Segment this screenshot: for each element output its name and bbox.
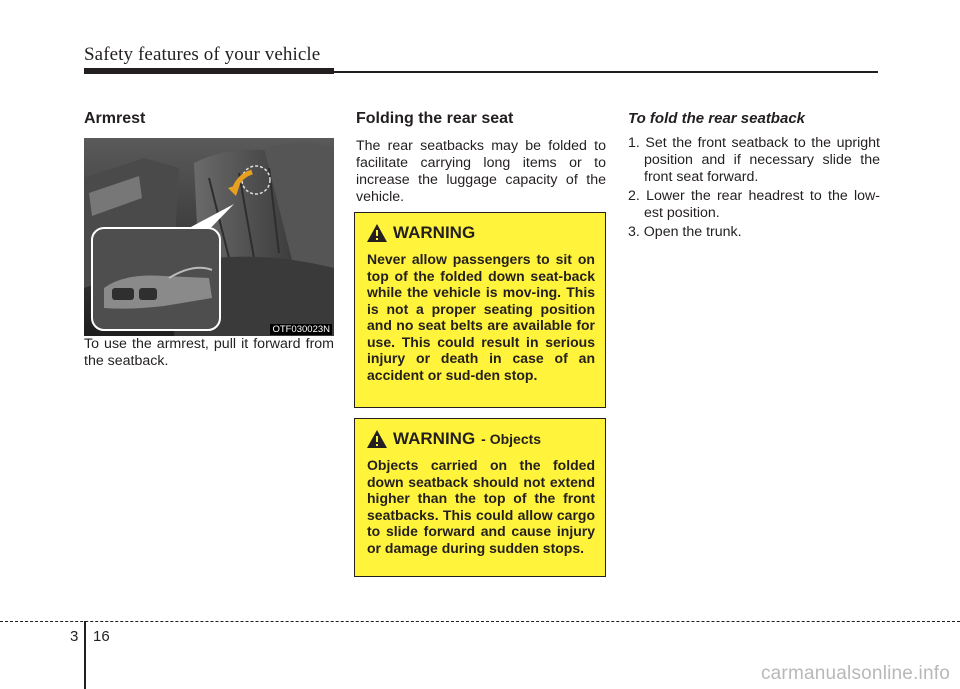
warning-triangle-icon — [367, 224, 387, 242]
image-code: OTF030023N — [272, 324, 330, 335]
folding-column — [356, 110, 606, 206]
folding-heading: Folding the rear seat — [356, 110, 514, 127]
header-title: Safety features of your vehicle — [84, 44, 321, 65]
fold-steps-heading: To fold the rear seatback — [628, 110, 805, 127]
header-rule-thin — [84, 71, 878, 73]
list-item: 3. Open the trunk. — [628, 224, 742, 240]
footer-rule — [0, 621, 960, 622]
armrest-column — [84, 110, 334, 370]
armrest-text: To use the armrest, pull it forward from the seatback. — [84, 336, 334, 369]
armrest-photo — [84, 138, 334, 336]
warning-suffix: - Objects — [481, 431, 542, 447]
warning-text: Never allow passengers to sit on top of the folded down seat-back while the vehicle is mov-ing. This is not a proper seating position and no seat belts are available for use. This could result in serious injury or death in case of an accident or sud-den stop. — [367, 251, 595, 383]
list-item: 2. Lower the rear headrest to the low-est position. — [628, 188, 880, 221]
fold-steps-list — [628, 135, 880, 241]
warning-box-objects — [354, 418, 606, 577]
chapter-number: 3 — [70, 628, 79, 645]
warning-title: WARNING — [393, 429, 476, 448]
armrest-heading: Armrest — [84, 110, 146, 127]
list-item: 1. Set the front seatback to the upright position and if necessary slide the front seat forward. — [628, 135, 880, 185]
watermark: carmanualsonline.info — [760, 663, 950, 684]
rear-seat-illustration — [84, 138, 334, 336]
warning-triangle-icon — [367, 430, 387, 448]
footer-divider — [84, 621, 86, 689]
warning-text: Objects carried on the folded down seatback should not extend higher than the top of the front seatbacks. This could allow cargo to slide forward and cause injury or damage during sudden stops. — [367, 457, 595, 556]
warning-box-passengers — [354, 212, 606, 408]
folding-text: The rear seatbacks may be folded to facilitate carrying long items or to increase the luggage capacity of the vehicle. — [356, 138, 606, 205]
fold-steps-column — [628, 110, 880, 243]
page-number: 16 — [93, 628, 110, 645]
warning-title: WARNING — [393, 223, 476, 242]
